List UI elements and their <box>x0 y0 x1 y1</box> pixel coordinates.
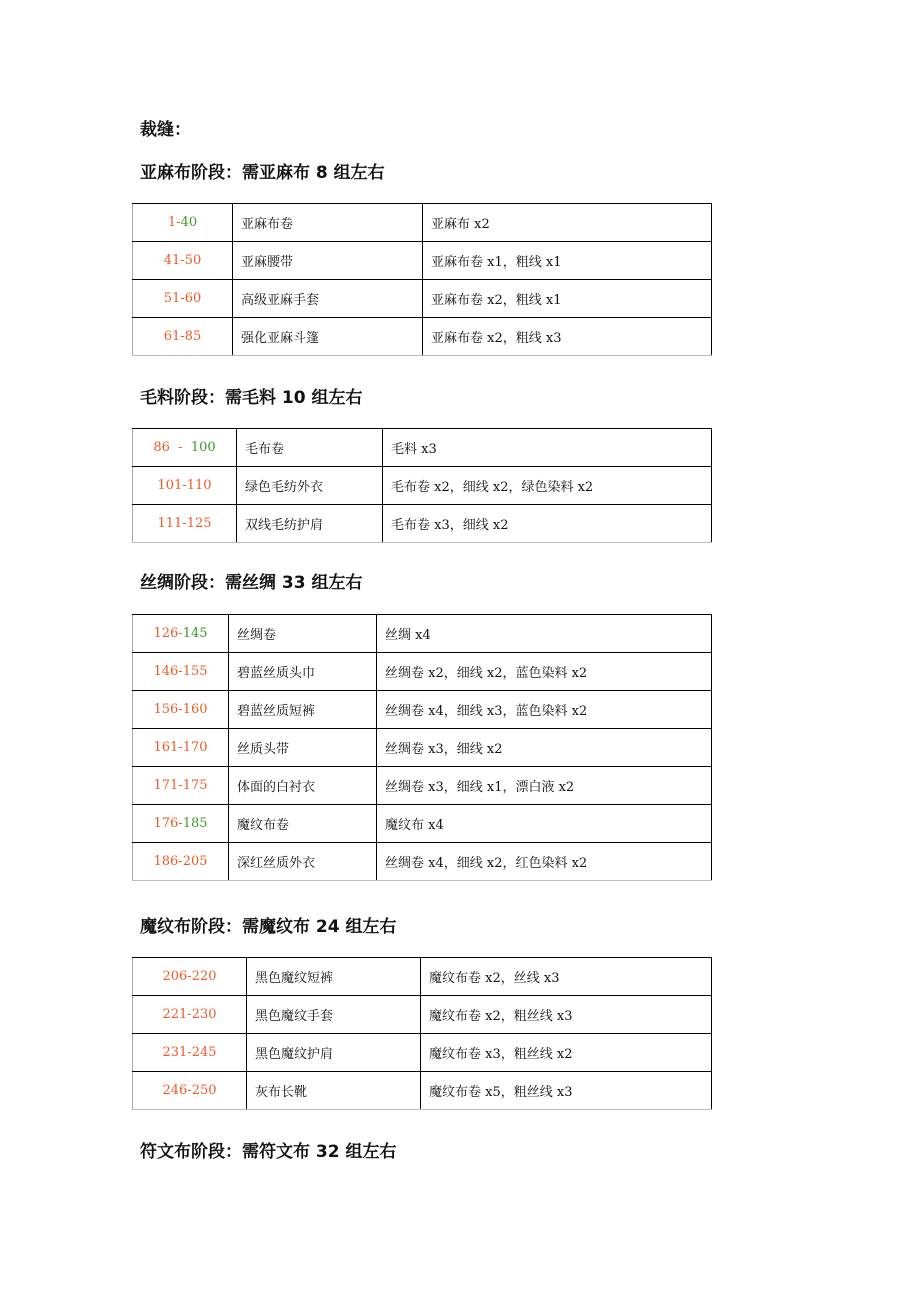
level-start: 101 <box>157 478 183 493</box>
table-row <box>133 1072 712 1110</box>
level-range-cell <box>133 996 247 1034</box>
level-end: 40 <box>180 215 198 230</box>
materials-cell: 丝绸卷 x4，细线 x2，红色染料 x2 <box>377 843 712 881</box>
level-start: 171 <box>153 778 179 793</box>
item-name-cell: 魔纹布卷 <box>229 805 377 843</box>
level-separator: - <box>178 664 183 679</box>
materials-cell: 亚麻布 x2 <box>423 204 712 242</box>
level-separator: - <box>178 778 183 793</box>
materials-cell: 魔纹布卷 x3，粗丝线 x2 <box>421 1034 712 1072</box>
level-separator: - <box>187 969 192 984</box>
level-end: 185 <box>182 816 208 831</box>
level-start: 111 <box>157 516 183 531</box>
table-row <box>133 996 712 1034</box>
level-start: 1 <box>167 215 177 230</box>
materials-cell: 亚麻布卷 x2，粗线 x3 <box>423 318 712 356</box>
level-start: 156 <box>153 702 179 717</box>
level-end: 110 <box>186 478 212 493</box>
table-row <box>133 318 712 356</box>
level-start: 51 <box>163 291 181 306</box>
level-start: 231 <box>162 1045 188 1060</box>
level-start: 126 <box>153 626 179 641</box>
level-range-cell <box>133 767 229 805</box>
level-range-cell <box>133 280 233 318</box>
materials-cell: 毛料 x3 <box>383 429 712 467</box>
table-row <box>133 204 712 242</box>
table-row <box>133 280 712 318</box>
table-row <box>133 958 712 996</box>
level-start: 246 <box>162 1083 188 1098</box>
level-range-cell <box>133 729 229 767</box>
level-range-cell <box>133 1034 247 1072</box>
item-name-cell: 高级亚麻手套 <box>233 280 423 318</box>
level-separator: - <box>176 215 181 230</box>
item-name-cell: 灰布长靴 <box>247 1072 421 1110</box>
level-end: 245 <box>191 1045 217 1060</box>
recipe-table <box>132 957 712 1110</box>
table-row <box>133 805 712 843</box>
level-separator: - <box>187 1045 192 1060</box>
level-range-cell <box>133 1072 247 1110</box>
level-separator: - <box>178 626 183 641</box>
materials-cell: 魔纹布 x4 <box>377 805 712 843</box>
level-start: 161 <box>153 740 179 755</box>
level-range-cell <box>133 843 229 881</box>
level-separator: - <box>169 440 191 455</box>
level-range-cell <box>133 318 233 356</box>
item-name-cell: 丝质头带 <box>229 729 377 767</box>
level-separator: - <box>178 854 183 869</box>
level-range-cell <box>133 805 229 843</box>
materials-cell: 丝绸卷 x3，细线 x2 <box>377 729 712 767</box>
materials-cell: 魔纹布卷 x2，粗丝线 x3 <box>421 996 712 1034</box>
table-row <box>133 242 712 280</box>
table-row <box>133 467 712 505</box>
level-separator: - <box>182 478 187 493</box>
level-range-cell <box>133 615 229 653</box>
level-range-cell <box>133 204 233 242</box>
level-end: 125 <box>186 516 212 531</box>
level-separator: - <box>180 253 185 268</box>
level-end: 50 <box>184 253 202 268</box>
item-name-cell: 黑色魔纹短裤 <box>247 958 421 996</box>
level-range-cell <box>133 505 237 543</box>
level-separator: - <box>180 291 185 306</box>
materials-cell: 毛布卷 x2，细线 x2，绿色染料 x2 <box>383 467 712 505</box>
materials-cell: 毛布卷 x3，细线 x2 <box>383 505 712 543</box>
materials-cell: 丝绸卷 x3，细线 x1，漂白液 x2 <box>377 767 712 805</box>
level-start: 206 <box>162 969 188 984</box>
level-separator: - <box>178 816 183 831</box>
level-separator: - <box>178 740 183 755</box>
item-name-cell: 体面的白衬衣 <box>229 767 377 805</box>
level-end: 205 <box>182 854 208 869</box>
materials-cell: 亚麻布卷 x2，粗线 x1 <box>423 280 712 318</box>
materials-cell: 魔纹布卷 x5，粗丝线 x3 <box>421 1072 712 1110</box>
table-row <box>133 1034 712 1072</box>
table-row <box>133 767 712 805</box>
level-separator: - <box>187 1007 192 1022</box>
table-row <box>133 653 712 691</box>
level-start: 176 <box>153 816 179 831</box>
item-name-cell: 丝绸卷 <box>229 615 377 653</box>
item-name-cell: 双线毛纺护肩 <box>237 505 383 543</box>
level-range-cell <box>133 467 237 505</box>
materials-cell: 亚麻布卷 x1，粗线 x1 <box>423 242 712 280</box>
level-end: 85 <box>184 329 202 344</box>
level-end: 175 <box>182 778 208 793</box>
section-heading: 符文布阶段：需符文布 32 组左右 <box>140 1142 397 1162</box>
item-name-cell: 亚麻布卷 <box>233 204 423 242</box>
recipe-table <box>132 614 712 881</box>
item-name-cell: 绿色毛纺外衣 <box>237 467 383 505</box>
section-heading: 丝绸阶段：需丝绸 33 组左右 <box>140 573 363 593</box>
table-row <box>133 505 712 543</box>
item-name-cell: 毛布卷 <box>237 429 383 467</box>
level-end: 160 <box>182 702 208 717</box>
level-end: 170 <box>182 740 208 755</box>
level-separator: - <box>187 1083 192 1098</box>
level-range-cell <box>133 429 237 467</box>
table-row <box>133 429 712 467</box>
level-separator: - <box>182 516 187 531</box>
level-range-cell <box>133 691 229 729</box>
level-end: 145 <box>182 626 208 641</box>
section-heading: 魔纹布阶段：需魔纹布 24 组左右 <box>140 917 397 937</box>
item-name-cell: 深红丝质外衣 <box>229 843 377 881</box>
materials-cell: 丝绸卷 x4，细线 x3，蓝色染料 x2 <box>377 691 712 729</box>
level-end: 60 <box>184 291 202 306</box>
item-name-cell: 黑色魔纹护肩 <box>247 1034 421 1072</box>
materials-cell: 魔纹布卷 x2，丝线 x3 <box>421 958 712 996</box>
level-start: 61 <box>163 329 181 344</box>
level-start: 221 <box>162 1007 188 1022</box>
level-range-cell <box>133 958 247 996</box>
level-end: 155 <box>182 664 208 679</box>
level-separator: - <box>178 702 183 717</box>
level-separator: - <box>180 329 185 344</box>
section-heading: 亚麻布阶段：需亚麻布 8 组左右 <box>140 163 385 183</box>
level-end: 250 <box>191 1083 217 1098</box>
item-name-cell: 碧蓝丝质头巾 <box>229 653 377 691</box>
recipe-table <box>132 203 712 356</box>
level-range-cell <box>133 653 229 691</box>
materials-cell: 丝绸卷 x2，细线 x2，蓝色染料 x2 <box>377 653 712 691</box>
item-name-cell: 亚麻腰带 <box>233 242 423 280</box>
level-start: 186 <box>153 854 179 869</box>
table-row <box>133 729 712 767</box>
table-row <box>133 615 712 653</box>
level-start: 146 <box>153 664 179 679</box>
level-end: 230 <box>191 1007 217 1022</box>
materials-cell: 丝绸 x4 <box>377 615 712 653</box>
section-heading: 毛料阶段：需毛料 10 组左右 <box>140 388 363 408</box>
table-row <box>133 843 712 881</box>
level-range-cell <box>133 242 233 280</box>
document-title: 裁缝： <box>140 120 191 140</box>
level-start: 41 <box>163 253 181 268</box>
level-start: 86 <box>153 440 170 455</box>
recipe-table <box>132 428 712 543</box>
table-row <box>133 691 712 729</box>
level-end: 220 <box>191 969 217 984</box>
level-end: 100 <box>190 440 216 455</box>
item-name-cell: 强化亚麻斗篷 <box>233 318 423 356</box>
item-name-cell: 黑色魔纹手套 <box>247 996 421 1034</box>
item-name-cell: 碧蓝丝质短裤 <box>229 691 377 729</box>
